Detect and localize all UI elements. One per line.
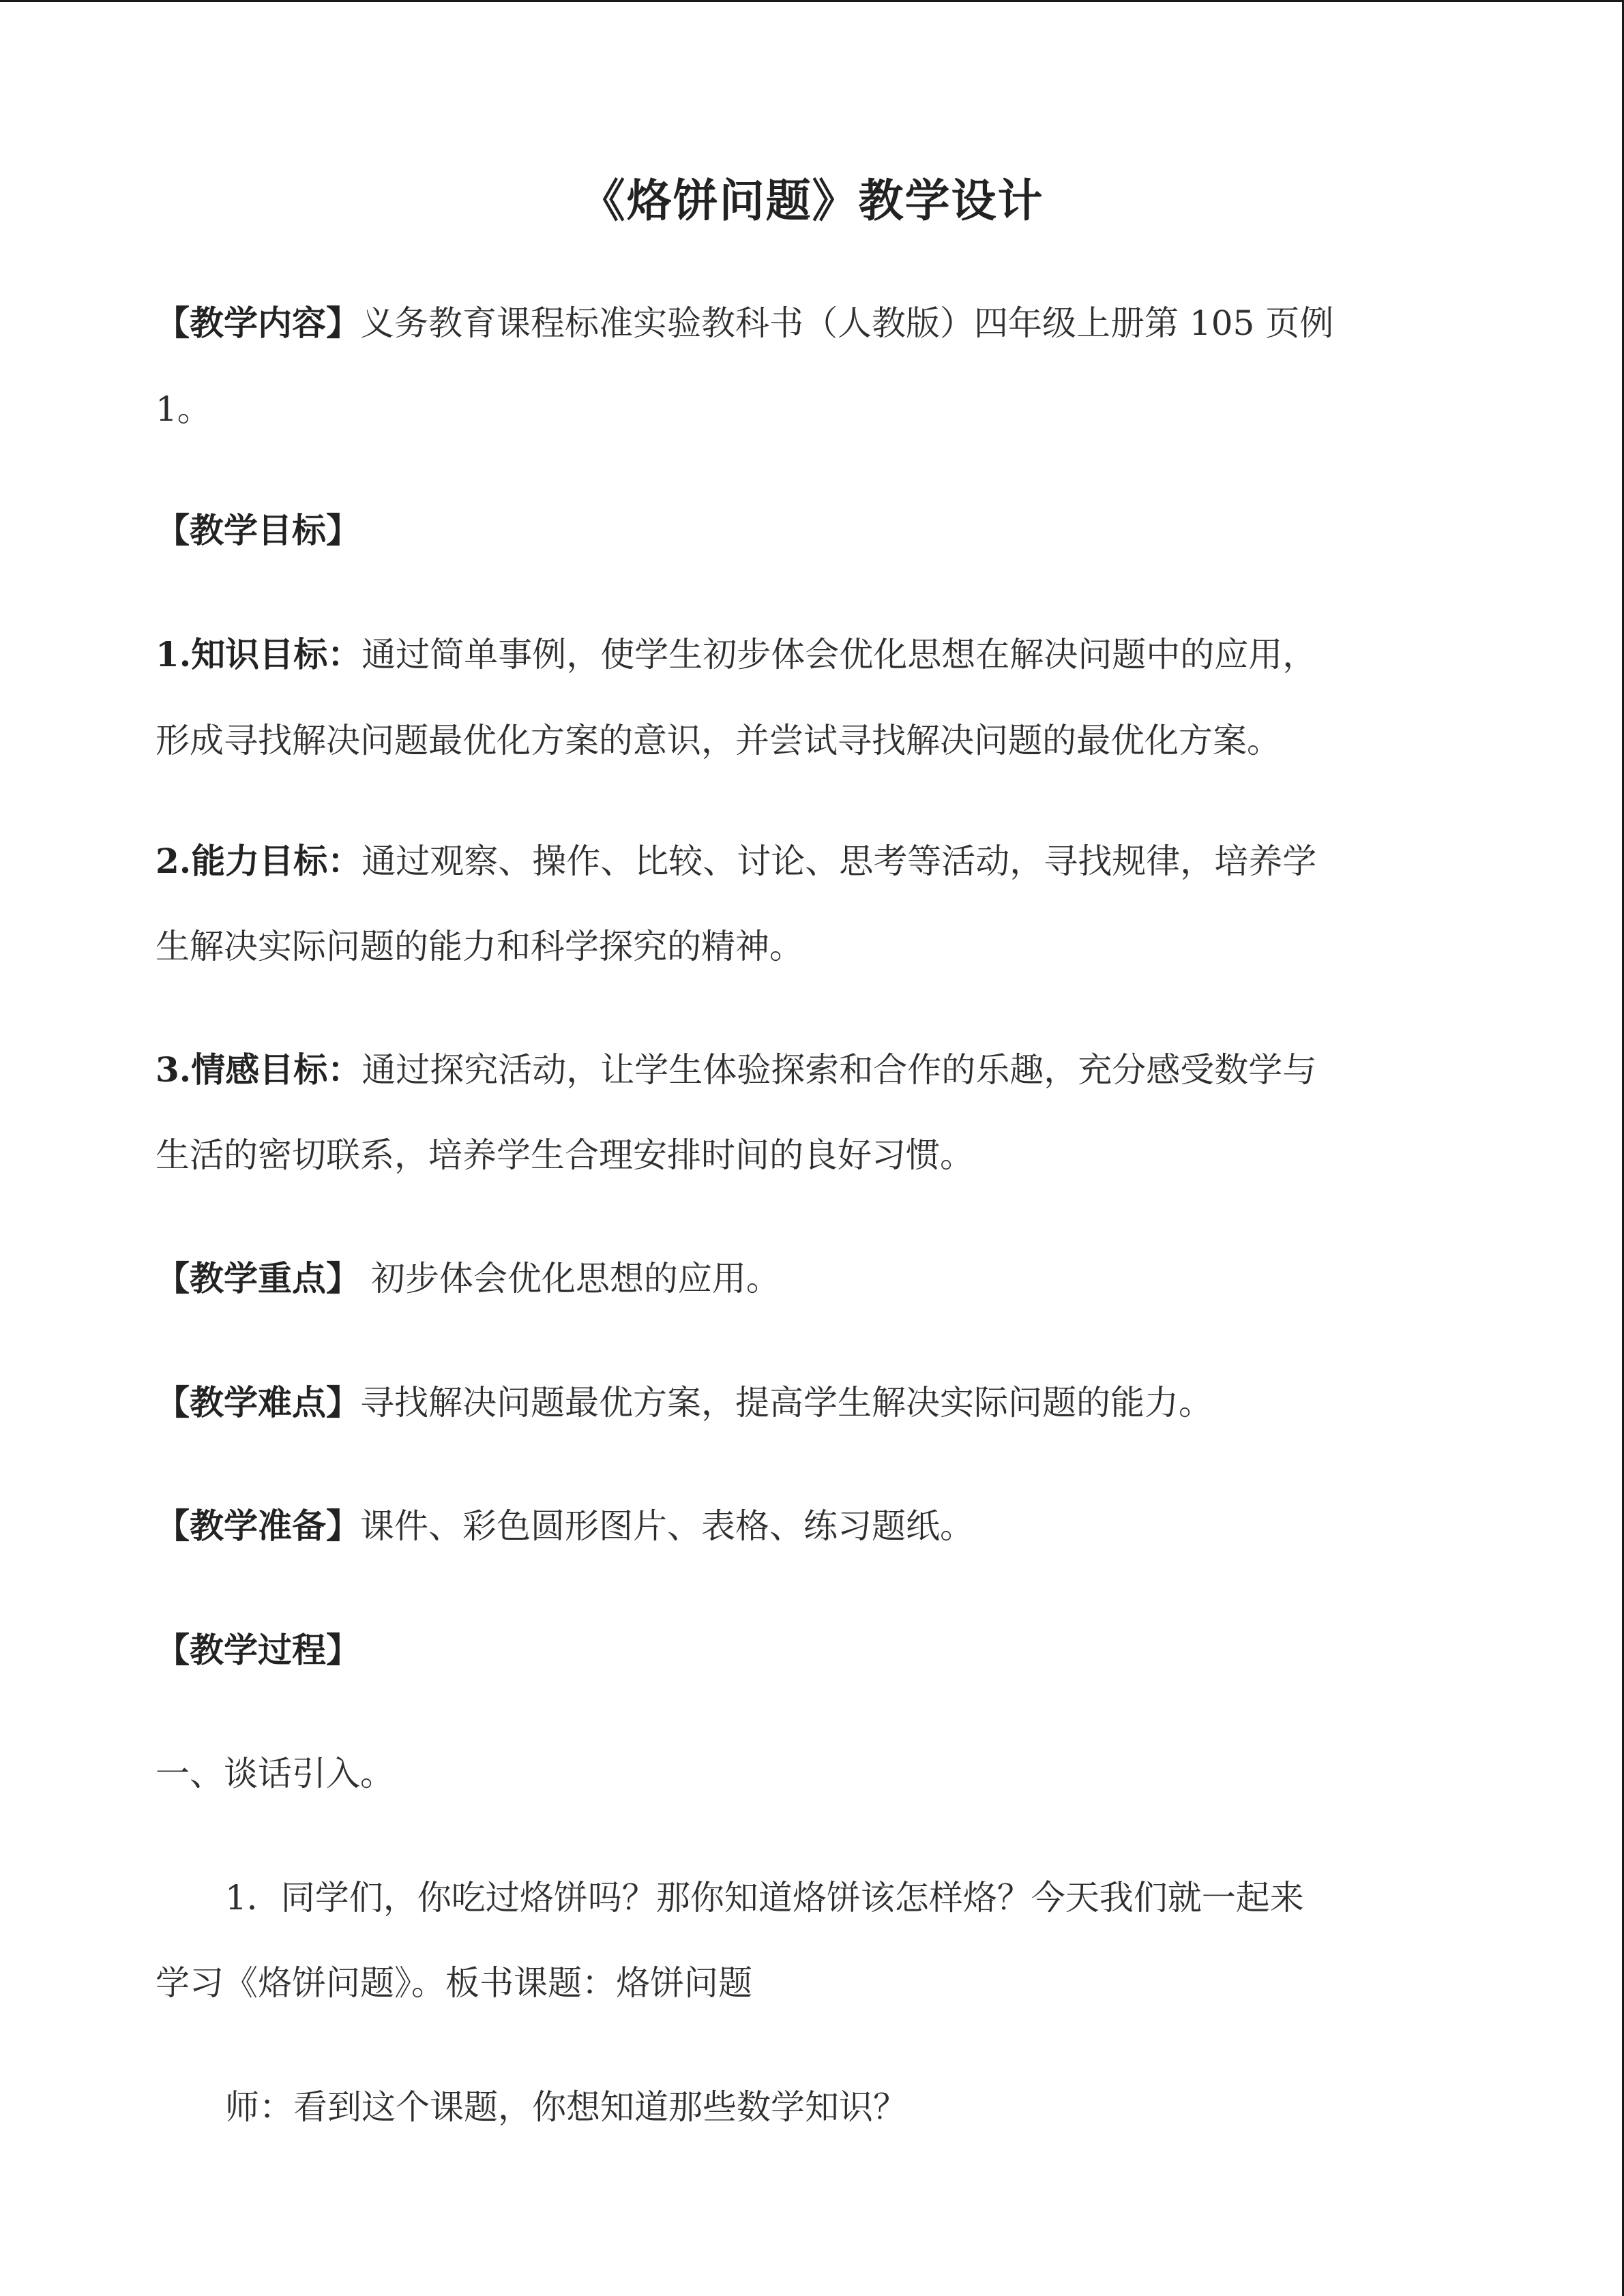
key-point-line — [156, 1248, 1472, 1309]
document-title: 《烙饼问题》教学设计 — [580, 174, 1044, 227]
teaching-process-heading: 【教学过程】 — [156, 1630, 360, 1670]
knowledge-goal-continuation: 形成寻找解决问题最优化方案的意识，并尝试寻找解决问题的最优化方案。 — [156, 721, 1281, 760]
step-one-line: 1．同学们，你吃过烙饼吗？那你知道烙饼该怎样烙？今天我们就一起来 — [225, 1878, 1304, 1918]
teaching-content-continuation: 1。 — [156, 389, 211, 429]
emotion-goal-text: 通过探究活动，让学生体验探索和合作的乐趣，充分感受数学与 — [361, 1050, 1317, 1090]
ability-goal-line — [156, 831, 1472, 892]
teaching-content-label: 【教学内容】 — [156, 303, 360, 343]
preparation-label: 【教学准备】 — [156, 1506, 360, 1546]
section-one-heading: 一、谈话引入。 — [156, 1754, 394, 1793]
difficulty-text: 寻找解决问题最优方案，提高学生解决实际问题的能力。 — [360, 1383, 1213, 1422]
teaching-content-line — [156, 293, 1472, 354]
step-one-continuation: 学习《烙饼问题》。板书课题：烙饼问题 — [156, 1963, 752, 2003]
knowledge-goal-text: 通过简单事例，使学生初步体会优化思想在解决问题中的应用， — [361, 635, 1317, 674]
teacher-question: 师：看到这个课题，你想知道那些数学知识？ — [225, 2087, 907, 2127]
preparation-line — [156, 1495, 1472, 1557]
knowledge-goal-label: 1.知识目标： — [156, 634, 362, 674]
ability-goal-text: 通过观察、操作、比较、讨论、思考等活动，寻找规律，培养学 — [361, 841, 1317, 881]
teaching-content-text: 义务教育课程标准实验教科书（人教版）四年级上册第 105 页例 — [360, 303, 1334, 343]
preparation-text: 课件、彩色圆形图片、表格、练习题纸。 — [360, 1506, 974, 1546]
difficulty-line — [156, 1372, 1472, 1433]
emotion-goal-line — [156, 1039, 1472, 1101]
ability-goal-label: 2.能力目标： — [156, 841, 362, 881]
key-point-text: 初步体会优化思想的应用。 — [360, 1259, 780, 1298]
emotion-goal-continuation: 生活的密切联系，培养学生合理安排时间的良好习惯。 — [156, 1135, 974, 1175]
knowledge-goal-line — [156, 624, 1472, 685]
teaching-goals-heading: 【教学目标】 — [156, 510, 360, 550]
ability-goal-continuation: 生解决实际问题的能力和科学探究的精神。 — [156, 927, 803, 966]
key-point-label: 【教学重点】 — [156, 1258, 360, 1298]
emotion-goal-label: 3.情感目标： — [156, 1049, 362, 1090]
difficulty-label: 【教学难点】 — [156, 1382, 360, 1422]
